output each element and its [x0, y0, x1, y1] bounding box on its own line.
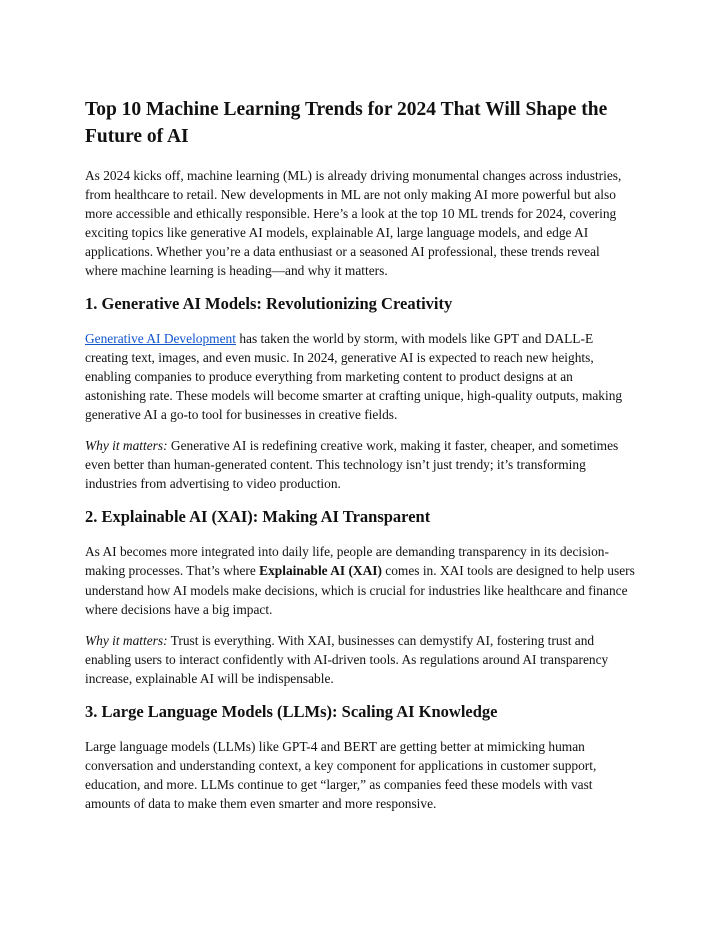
section-heading-explainable-ai: 2. Explainable AI (XAI): Making AI Transparent: [85, 507, 431, 527]
why-it-matters-text: Trust is everything. With XAI, businesses can demystify AI, fostering trust and enabling users to interact confidently with AI-driven tools. As regulations around AI transparency increase, explainable AI will be indispensable.: [85, 632, 609, 686]
document-page: [85, 96, 635, 825]
section-body-text: As AI becomes more integrated into daily life, people are demanding transparency in its decision-making processes. That’s where: [85, 544, 609, 579]
section-body-text: has taken the world by storm, with models like GPT and DALL-E creating text, images, and even music. In 2024, generative AI is expected to reach new heights, enabling companies to produce everything from marketing content to product designs at an astonishing rate. These models will become smarter at crafting unique, high-quality outputs, making generative AI a go-to tool for businesses in creative fields.: [85, 330, 623, 422]
generative-ai-development-link[interactable]: Generative AI Development: [85, 330, 236, 346]
xai-bold-term: Explainable AI (XAI): [259, 563, 382, 579]
section-body-llms: Large language models (LLMs) like GPT-4 and BERT are getting better at mimicking human conversation and understanding context, a key component for applications in customer support, education, and more. LLMs continue to get “larger,” as companies feed these models with vast amounts of data to make them even smarter and more responsive.: [85, 738, 597, 812]
section-body-explainable-ai: [85, 542, 635, 618]
why-it-matters-generative-ai: [85, 436, 635, 493]
why-it-matters-label: Why it matters:: [85, 438, 168, 454]
why-it-matters-label: Why it matters:: [85, 632, 168, 648]
section-heading-llms: 3. Large Language Models (LLMs): Scaling AI Knowledge: [85, 701, 498, 721]
section-body-text: comes in. XAI tools are designed to help users understand how AI models make decisions, which is crucial for industries like healthcare and finance where decisions have a big impact.: [85, 563, 635, 617]
why-it-matters-explainable-ai: [85, 631, 635, 688]
why-it-matters-text: Generative AI is redefining creative work, making it faster, cheaper, and sometimes even better than human-generated content. This technology isn’t just trendy; it’s transforming industries from advertising to video production.: [85, 438, 619, 492]
document-title: Top 10 Machine Learning Trends for 2024 That Will Shape the Future of AI: [85, 99, 608, 147]
intro-paragraph: As 2024 kicks off, machine learning (ML) is already driving monumental changes across industries, from healthcare to retail. New developments in ML are not only making AI more powerful but also more accessible and ethically responsible. Here’s a look at the top 10 ML trends for 2024, covering exciting topics like generative AI models, explainable AI, large language models, and edge AI applications. Whether you’re a data enthusiast or a seasoned AI professional, these trends reveal where machine learning is heading—and why it matters.: [85, 168, 622, 279]
section-body-generative-ai: [85, 329, 635, 424]
section-heading-generative-ai: 1. Generative AI Models: Revolutionizing Creativity: [85, 293, 453, 313]
